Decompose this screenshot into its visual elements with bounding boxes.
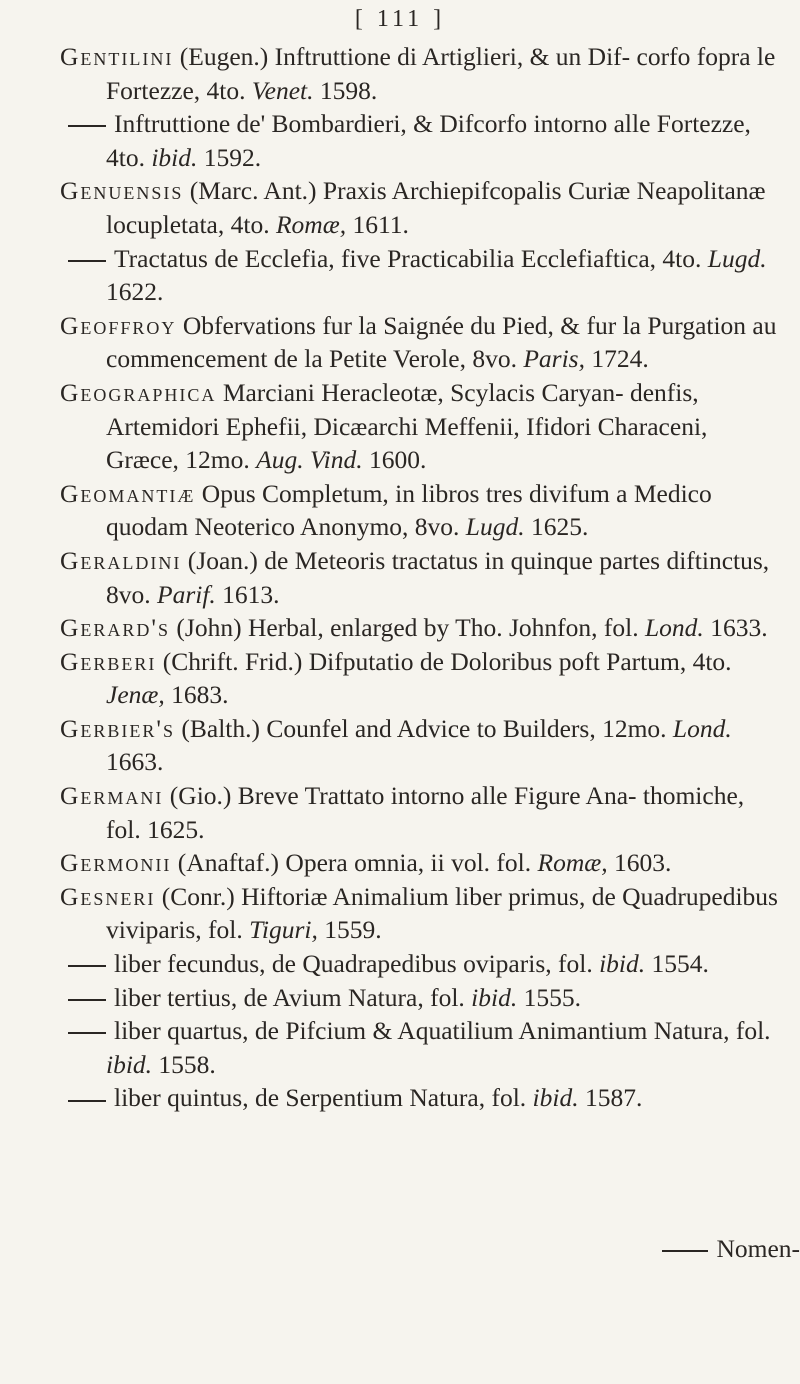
entry-text: liber quintus, de Serpentium Natura, fol. [114,1083,533,1113]
entry-text: (Balth.) Counfel and Advice to Builders, 12mo. [175,713,673,743]
entry-year: 1559. [317,915,382,945]
entry-place: Lond. [645,613,704,643]
entry-text: Inftruttione de' Bombardieri, & Difcorfo intorno alle Fortezze, 4to. [106,109,751,172]
entry-year: 1613. [215,579,280,609]
entry-year: 1554. [645,949,709,979]
entry-text: Opus Completum, in libros tres divifum a Medico quodam Neoterico Anonymo, 8vo. [106,478,712,542]
entry-heading: Geraldini [60,545,182,575]
bibliography-entry [60,174,780,241]
bibliography-entry [60,981,780,1015]
entry-heading: Geoffroy [60,310,177,340]
entry-place: Paris, [523,344,585,374]
ditto-dash [662,1250,708,1252]
entry-year: 1558. [152,1049,216,1079]
bibliography-entry [60,611,780,645]
entry-text: (Gio.) Breve Trattato intorno alle Figure Ana- thomiche, fol. 1625. [106,781,745,844]
entry-year: 1625. [524,512,589,542]
ditto-dash [68,999,106,1001]
page-number: [ 111 ] [354,6,446,32]
entry-year: 1600. [362,445,427,475]
entry-heading: Genuensis [60,176,184,206]
entry-text: liber fecundus, de Quadrapedibus oviparis, fol. [114,949,600,979]
bibliography-entry [60,544,780,611]
bibliography-entry [60,779,780,846]
entry-place: Lond. [672,713,732,743]
entry-place: Jenæ, [106,680,165,710]
ditto-dash [68,125,106,127]
entry-place: ibid. [151,142,198,172]
entry-text: (Conr.) Hiftoriæ Animalium liber primus, de Quadrupedibus viviparis, fol. [106,881,778,945]
bibliography-entry [60,880,780,947]
ditto-dash [68,1100,106,1102]
entry-place: ibid. [106,1049,153,1079]
entry-text: (Marc. Ant.) Praxis Archiepifcopalis Curiæ Neapolitanæ locupletata, 4to. [106,176,766,239]
entry-year: 1724. [584,344,649,374]
entry-heading: Geomantiæ [60,478,196,508]
entry-text: (Chrift. Frid.) Difputatio de Doloribus poft Partum, 4to. [156,646,732,676]
entry-place: Tiguri, [249,915,318,945]
entry-place: ibid. [599,949,646,979]
entry-year: 1663. [106,747,164,777]
bibliography-entries [60,40,780,1115]
bibliography-entry [60,846,780,880]
entry-year: 1622. [106,277,164,307]
entry-place: ibid. [471,982,518,1012]
entry-place: Lugd. [707,243,767,273]
entry-heading: Gerberi [60,646,157,676]
entry-text: liber quartus, de Pifcium & Aquatilium Animantium Natura, fol. [114,1016,771,1046]
entry-place: Aug. Vind. [256,445,363,475]
bibliography-entry [60,107,780,174]
entry-place: Venet. [251,75,314,105]
entry-text: Obfervations fur la Saignée du Pied, & fur la Purgation au commencement de la Petite Verole, 8vo. [106,310,777,374]
entry-year: 1587. [578,1083,643,1113]
bibliography-entry [60,712,780,779]
bibliography-entry [60,645,780,712]
ditto-dash [68,965,106,967]
ditto-dash [68,1032,106,1034]
entry-year: 1555. [517,982,581,1012]
catchword [0,1232,800,1266]
entry-heading: Geographica [60,377,217,407]
bibliography-entry [60,1081,780,1115]
bibliography-entry [60,242,780,309]
entry-place: Lugd. [465,512,525,542]
entry-text: liber tertius, de Avium Natura, fol. [114,982,472,1012]
entry-heading: Gerbier's [60,713,176,743]
bibliography-entry [60,309,780,376]
entry-heading: Gesneri [60,881,156,911]
bibliography-entry [60,40,780,107]
entry-heading: Germonii [60,848,172,878]
entry-heading: Gentilini [60,42,174,71]
entry-place: Parif. [157,579,216,609]
entry-place: Romæ, [275,209,347,239]
entry-text: (Anaftaf.) Opera omnia, ii vol. fol. [171,848,538,878]
ditto-dash [68,260,106,262]
entry-year: 1683. [164,680,229,710]
bibliography-entry [60,376,780,477]
entry-place: ibid. [532,1083,579,1113]
entry-text: Tractatus de Ecclefia, five Practicabilia Ecclefiaftica, 4to. [114,243,708,273]
entry-year: 1598. [313,75,378,105]
entry-text: (Joan.) de Meteoris tractatus in quinque partes diftinctus, 8vo. [106,545,770,609]
entry-year: 1611. [346,209,409,239]
entry-text: Marciani Heracleotæ, Scylacis Caryan- denfis, Artemidori Ephefii, Dicæarchi Meffenii, Ifidori Characeni, Græce, 12mo. [106,377,708,475]
entry-text: (John) Herbal, enlarged by Tho. Johnfon, fol. [170,613,645,643]
entry-heading: Gerard's [60,613,171,643]
entry-text: (Eugen.) Inftruttione di Artiglieri, & un Dif- corfo fopra le Fortezze, 4to. [106,42,776,105]
entry-year: 1603. [607,848,672,878]
bibliography-entry [60,1014,780,1081]
entry-year: 1633. [703,613,768,643]
entry-heading: Germani [60,781,164,811]
bibliography-entry [60,947,780,981]
bibliography-entry [60,477,780,544]
catchword-text: Nomen- [716,1234,800,1263]
entry-place: Romæ, [537,848,608,878]
entry-year: 1592. [197,142,262,172]
